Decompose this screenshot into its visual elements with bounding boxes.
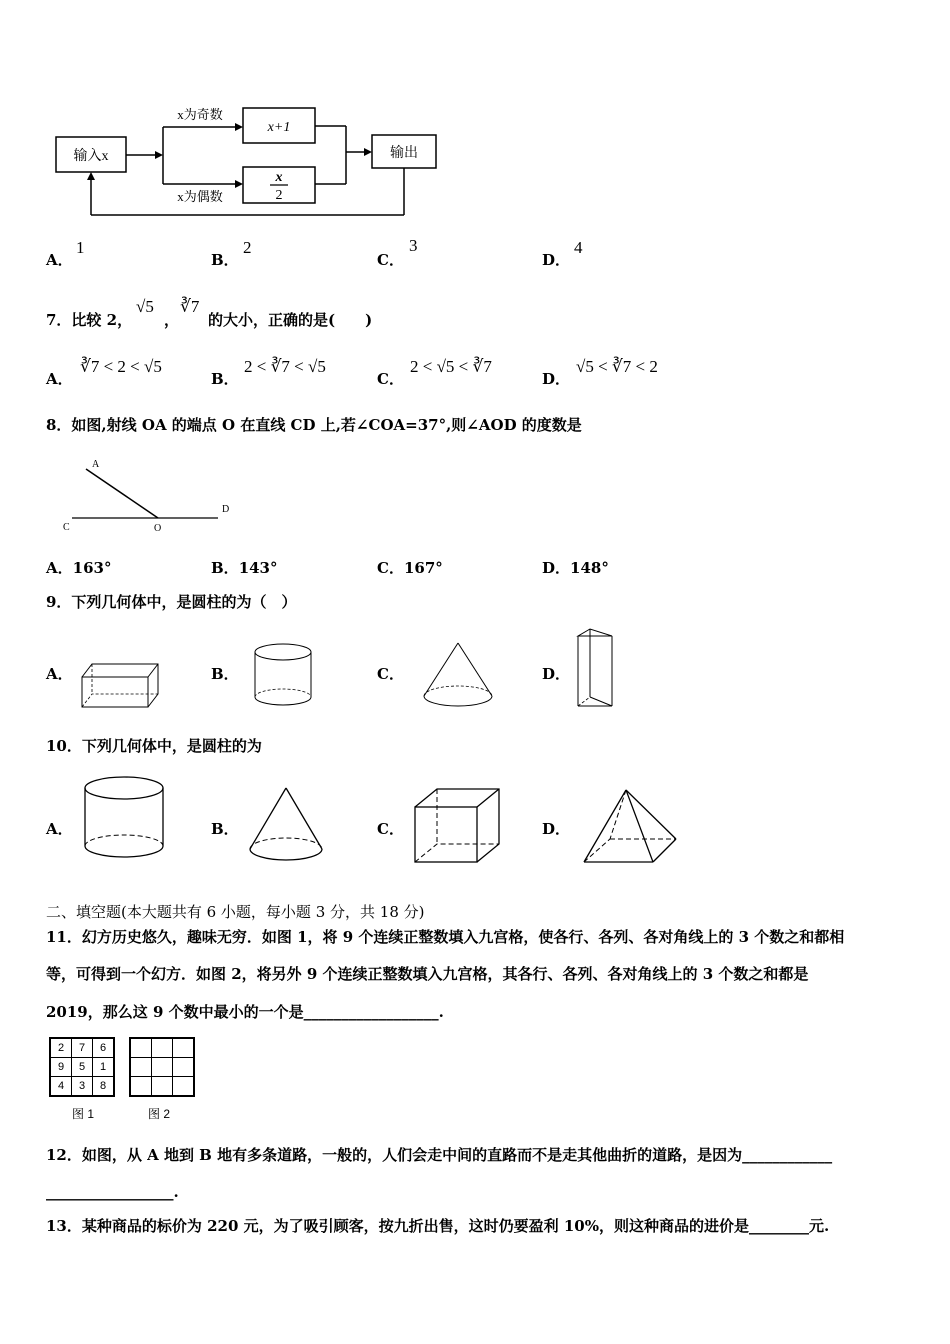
q11-line3: 2019，那么这 9 个数中最小的一个是__________________. (46, 1003, 444, 1021)
q7-option-c-expr: 2 < √5 < ∛7 (410, 357, 492, 376)
q8-label-a: A (92, 459, 100, 470)
flow-input-label: 输入x (73, 149, 109, 164)
q10-option-c[interactable]: C． (377, 820, 404, 838)
q11-line1: 11．幻方历史悠久，趣味无穷．如图 1，将 9 个连续正整数填入九宫格，使各行、各列、各对角线上的 3 个数之和都相 (46, 928, 845, 946)
fig1-caption: 图 1 (72, 1107, 95, 1121)
q10-stem: 10．下列几何体中，是圆柱的为 (46, 737, 262, 755)
grid-cell: 1 (93, 1058, 115, 1077)
q10-option-d[interactable]: D． (542, 820, 571, 838)
grid-cell: 4 (50, 1077, 72, 1097)
q7-comma: ， (164, 311, 180, 329)
grid-cell: 2 (50, 1038, 72, 1058)
q7-option-a[interactable]: A． (46, 370, 73, 388)
flow-frac-num: x (275, 170, 283, 185)
grid-cell: 8 (93, 1077, 115, 1097)
q10-option-b[interactable]: B． (211, 820, 239, 838)
q9-stem: 9．下列几何体中，是圆柱的为（ ） (46, 593, 297, 611)
q9-option-c[interactable]: C． (377, 665, 404, 683)
q9-prism-figure (574, 626, 618, 712)
flow-output-label: 输出 (390, 146, 418, 161)
q6-option-c[interactable]: C． (377, 251, 404, 269)
q8-option-b[interactable]: B．143° (211, 559, 278, 577)
q8-angle-figure (58, 455, 238, 535)
q8-option-c[interactable]: C．167° (377, 559, 443, 577)
flow-even-label: x为偶数 (177, 189, 223, 204)
magic-square-fig1 (49, 1037, 115, 1097)
q7-prefix: 7．比较 2， (46, 311, 133, 329)
q12-line1: 12．如图，从 A 地到 B 地有多条道路，一般的，人们会走中间的直路而不是走其他曲折的道路，是因为____________ (46, 1146, 833, 1164)
q7-option-d-expr: √5 < ∛7 < 2 (576, 357, 658, 376)
q7-option-c[interactable]: C． (377, 370, 404, 388)
q6-option-b[interactable]: B． (211, 251, 239, 269)
grid-cell: 3 (72, 1077, 93, 1097)
q11-line2: 等，可得到一个幻方．如图 2，将另外 9 个连续正整数填入九宫格，其各行、各列、各对角线上的 3 个数之和都是 (46, 965, 809, 983)
q7-option-a-expr: ∛7 < 2 < √5 (80, 357, 162, 376)
magic-square-fig2 (129, 1037, 195, 1097)
q7-sqrt5: √5 (136, 297, 154, 316)
q8-label-c: C (63, 522, 70, 533)
fig2-caption: 图 2 (148, 1107, 171, 1121)
q6-option-a-value: 1 (76, 238, 85, 257)
q6-option-a[interactable]: A． (46, 251, 73, 269)
section2-heading: 二、填空题(本大题共有 6 小题，每小题 3 分，共 18 分) (46, 903, 425, 921)
grid-cell: 5 (72, 1058, 93, 1077)
q10-pyramid-figure (580, 787, 680, 867)
q13-line: 13．某种商品的标价为 220 元，为了吸引顾客，按九折出售，这时仍要盈利 10%，则这种商品的进价是________元. (46, 1217, 830, 1235)
q9-cylinder-figure (252, 641, 314, 709)
q12-line2: _________________. (46, 1183, 179, 1201)
grid-cell: 9 (50, 1058, 72, 1077)
q10-cube-figure (410, 785, 504, 865)
q7-option-d[interactable]: D． (542, 370, 571, 388)
q6-option-d-value: 4 (574, 238, 583, 257)
flow-frac-den: 2 (275, 188, 283, 203)
q8-option-a[interactable]: A．163° (46, 559, 112, 577)
q6-option-b-value: 2 (243, 238, 252, 257)
q9-option-b[interactable]: B． (211, 665, 239, 683)
q9-option-a[interactable]: A． (46, 665, 73, 683)
q7-option-b-expr: 2 < ∛7 < √5 (244, 357, 326, 376)
q9-cone-figure (420, 640, 496, 710)
q10-cone-figure (246, 785, 326, 865)
q9-option-d[interactable]: D． (542, 665, 571, 683)
q8-option-d[interactable]: D．148° (542, 559, 609, 577)
q7-option-b[interactable]: B． (211, 370, 239, 388)
q6-option-c-value: 3 (409, 236, 418, 255)
q10-cylinder-figure (80, 773, 168, 865)
flowchart-figure (50, 100, 450, 225)
q8-label-d: D (222, 504, 230, 515)
grid-cell: 7 (72, 1038, 93, 1058)
q8-label-o: O (154, 523, 162, 534)
flow-plus-box: x+1 (267, 120, 291, 135)
grid-cell: 6 (93, 1038, 115, 1058)
q9-cuboid-figure (78, 658, 164, 710)
q6-option-d[interactable]: D． (542, 251, 571, 269)
flow-odd-label: x为奇数 (177, 107, 223, 122)
q10-option-a[interactable]: A． (46, 820, 73, 838)
q7-cbrt7: ∛7 (180, 297, 200, 316)
q7-suffix: 的大小，正确的是( ) (208, 311, 373, 329)
q8-stem: 8．如图,射线 OA 的端点 O 在直线 CD 上,若∠COA=37°,则∠AOD 的度数是 (46, 416, 582, 434)
